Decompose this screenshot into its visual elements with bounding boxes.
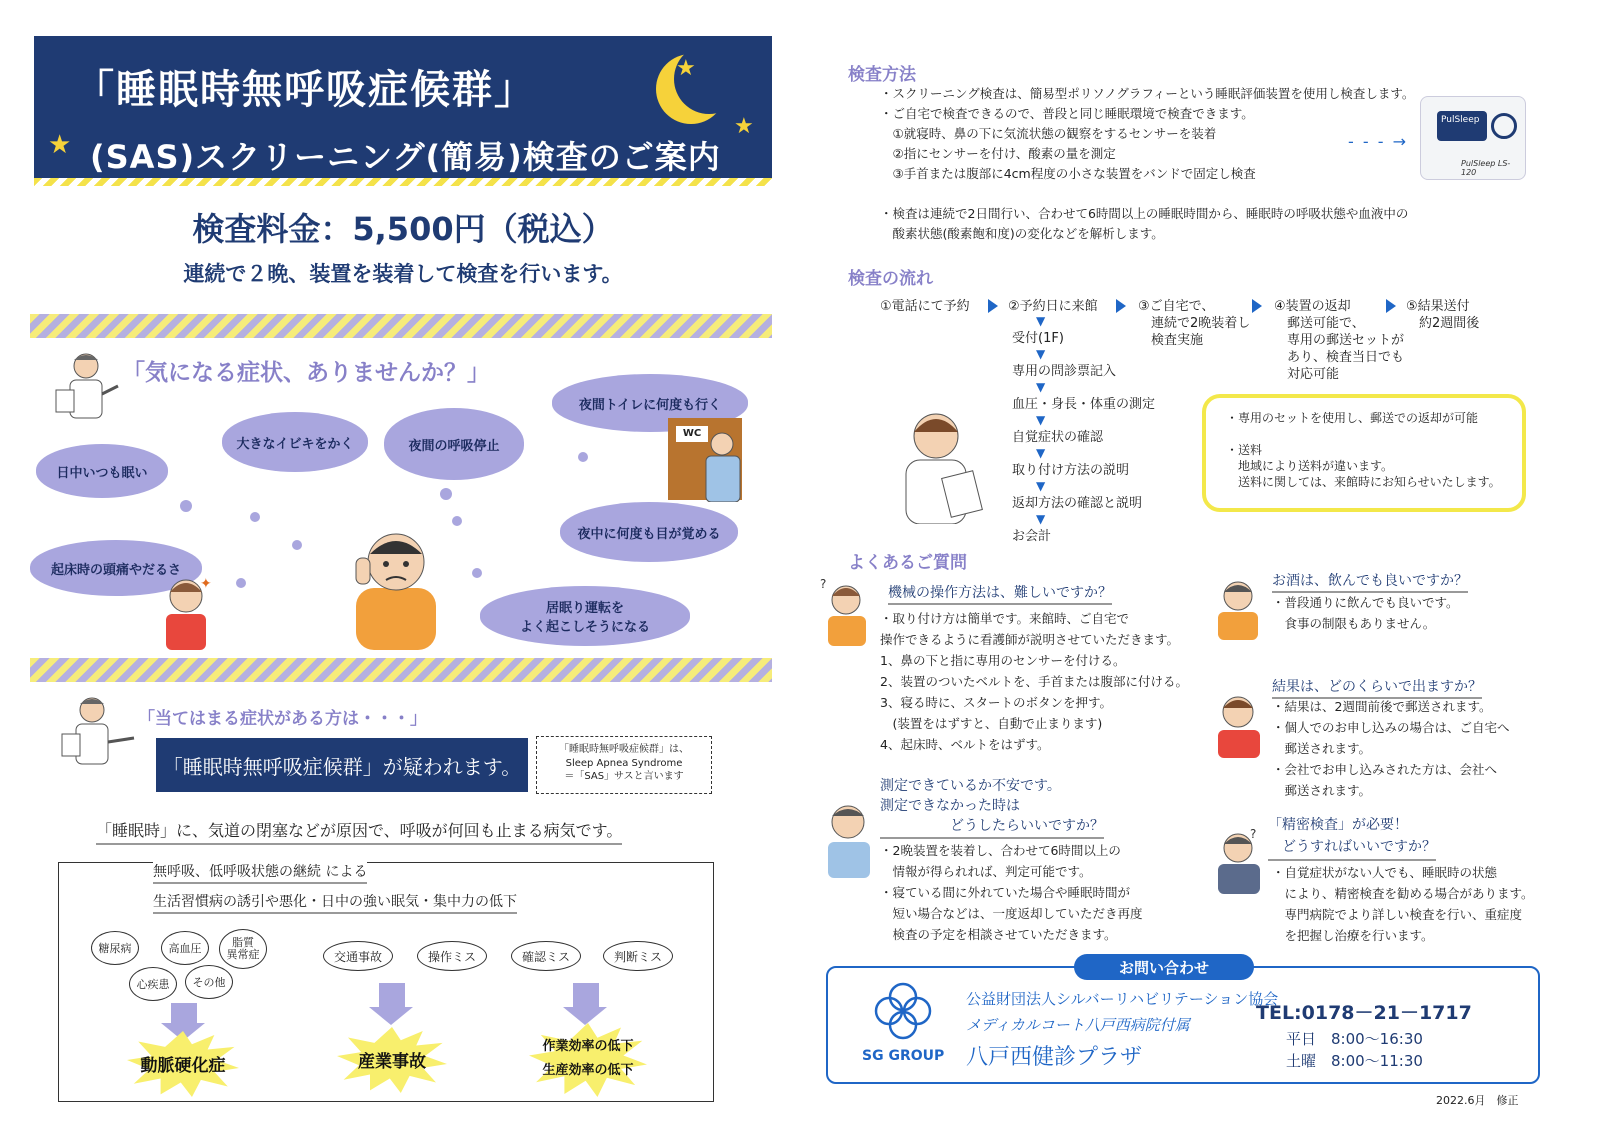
visit-step: 血圧・身長・体重の測定 xyxy=(1012,397,1156,412)
dashed-arrow-icon: - - - → xyxy=(1348,132,1408,151)
contact-box xyxy=(826,966,1540,1084)
price: 検査料金：5,500円（税込） xyxy=(192,210,614,248)
woman-icon xyxy=(1212,690,1266,758)
flow-step: ②予約日に来館 xyxy=(1008,299,1098,314)
faq-question: 結果は、どのくらいで出ますか？ xyxy=(1272,676,1482,699)
wc-sign: WC xyxy=(676,426,708,442)
org-name-3: 八戸西健診プラザ xyxy=(966,1045,1143,1070)
hours-saturday: 土曜 8:00～11:30 xyxy=(1286,1052,1423,1070)
thought-bubble xyxy=(180,500,192,512)
faq-answer: ・結果は、2週間前後で郵送されます。 ・個人でのお申し込みの場合は、ご自宅へ 郵送されます。 ・会社でお申し込みされた方は、会社へ 郵送されます。 xyxy=(1272,699,1510,798)
symptom-cloud: 夜間トイレに何度も行く xyxy=(552,374,748,432)
method-text: ・スクリーニング検査は、簡易型ポリソノグラフィーという睡眠評価装置を使用し検査します。 ・ご自宅で検査できるので、普段と同じ睡眠環境で検査できます。 ①就寝時、鼻の下に気流状態の観察をするセンサーを装着 ②指にセンサーを付け、酸素の量を測定 ③手首または腹部に4cm程度の小さな装置をバンドで固定し検査 xyxy=(880,86,1415,181)
symptom-cloud: 日中いつも眠い xyxy=(36,444,168,498)
shipping-note: ・専用のセットを使用し、郵送での返却が可能 ・送料 地域により送料が違います。 送料に関しては、来館時にお知らせいたします。 xyxy=(1226,411,1501,489)
effect-box xyxy=(58,862,714,1102)
mistake-oval: 判断ミス xyxy=(603,941,673,971)
banner-stripe xyxy=(34,178,772,186)
symptom-text: 居眠り運転を xyxy=(545,601,624,616)
shipping-note-box xyxy=(1202,394,1526,512)
visit-step: 自覚症状の確認 xyxy=(1012,430,1104,445)
down-arrow-icon xyxy=(379,983,405,1009)
right-arrow-icon xyxy=(1386,299,1396,313)
device-model: PulSleep LS-120 xyxy=(1461,159,1511,177)
right-arrow-icon xyxy=(988,299,998,313)
sas-note-line: Sleep Apnea Syndrome xyxy=(565,757,683,769)
contact-title: お問い合わせ xyxy=(1074,954,1254,980)
thought-bubble xyxy=(452,516,462,526)
visit-step: 受付(1F) xyxy=(1012,331,1064,346)
revision-note: 2022.6月 修正 xyxy=(1436,1094,1519,1107)
symptom-cloud: 夜間の呼吸停止 xyxy=(384,408,524,480)
down-arrow-icon xyxy=(369,1007,413,1025)
group-label: SG GROUP xyxy=(862,1048,945,1064)
svg-text:✦: ✦ xyxy=(200,576,212,592)
org-name-1: 公益財団法人シルバーリハビリテーション協会 xyxy=(966,990,1279,1008)
visit-step: 取り付け方法の説明 xyxy=(1012,463,1130,478)
method-text2: ・検査は連続で2日間行い、合わせて6時間以上の睡眠時間から、睡眠時の呼吸状態や血液中の 酸素状態(酸素飽和度)の変化などを解析します。 xyxy=(880,206,1409,241)
symptom-question: 「気になる症状、ありませんか？」 xyxy=(122,360,490,386)
mistake-oval: 操作ミス xyxy=(417,941,487,971)
man-question-icon xyxy=(1212,826,1268,894)
flow-step: ①電話にて予約 xyxy=(880,299,970,314)
sas-note-line: ＝「SAS」サスと言います xyxy=(564,771,684,782)
thought-bubble xyxy=(250,512,260,522)
sas-note-line: 「睡眠時無呼吸症候群」は、 xyxy=(559,744,689,755)
outcome-label: 生産効率の低下 xyxy=(542,1063,634,1078)
down-arrow-icon xyxy=(563,1007,607,1025)
visit-step: お会計 xyxy=(1012,529,1052,544)
sas-note xyxy=(536,736,712,794)
down-arrow-icon: ▼ xyxy=(1036,314,1046,328)
title-banner xyxy=(34,36,772,186)
thought-bubble xyxy=(472,568,482,578)
star-icon: ★ xyxy=(48,130,72,160)
thought-bubble xyxy=(578,452,588,462)
outcome-label: 作業効率の低下 xyxy=(542,1039,634,1054)
svg-text:?: ? xyxy=(1250,827,1257,841)
star-icon: ★ xyxy=(676,56,696,81)
star-icon: ★ xyxy=(734,114,754,139)
symptom-text: よく起こしそうになる xyxy=(519,620,650,635)
decorative-stripe xyxy=(30,658,772,682)
down-arrow-icon: ▼ xyxy=(1036,446,1046,460)
thought-bubble xyxy=(440,488,452,500)
symptom-cloud xyxy=(480,586,690,646)
title-line1: 「睡眠時無呼吸症候群」 xyxy=(74,67,536,113)
device-dial-icon xyxy=(1491,113,1517,139)
right-arrow-icon xyxy=(1116,299,1126,313)
device-image xyxy=(1420,96,1526,180)
phone-number: TEL:0178－21－1717 xyxy=(1256,1002,1472,1024)
headache-woman-icon xyxy=(160,574,214,650)
title-line2: (SAS)スクリーニング(簡易)検査のご案内 xyxy=(90,138,721,176)
applicable-title: 「当てはまる症状がある方は・・・」 xyxy=(138,709,427,729)
flow-title: 検査の流れ xyxy=(848,269,933,289)
symptom-cloud: 夜中に何度も目が覚める xyxy=(560,502,738,562)
man-thinking-icon xyxy=(1212,576,1264,640)
man-at-toilet-icon xyxy=(700,430,744,502)
down-arrow-icon: ▼ xyxy=(1036,380,1046,394)
down-arrow-icon: ▼ xyxy=(1036,413,1046,427)
symptom-cloud: 大きなイビキをかく xyxy=(222,412,368,472)
faq-answer: ・2晩装置を装着し、合わせて6時間以上の 情報が得られれば、判定可能です。 ・寝ている間に外れていた場合や睡眠時間が 短い場合などは、一度返却していただき再度 検査の予定を相談させていただきます。 xyxy=(880,843,1143,942)
faq-question: 「精密検査」が必要！ どうすればいいですか？ xyxy=(1268,814,1436,861)
faq-question: 機械の操作方法は、難しいですか？ xyxy=(888,582,1112,605)
down-arrow-icon xyxy=(171,1003,197,1025)
visit-steps xyxy=(1012,314,1156,544)
org-name-2: メディカルコート八戸西病院付属 xyxy=(966,1016,1190,1034)
woman-question-icon xyxy=(818,576,870,646)
flow-step: ④装置の返却 郵送可能で、 専用の郵送セットが あり、検査当日でも 対応可能 xyxy=(1274,299,1405,382)
mistake-oval: 確認ミス xyxy=(511,941,581,971)
device-screen: PulSleep xyxy=(1437,111,1487,141)
price-subtitle: 連続で２晩、装置を装着して検査を行います。 xyxy=(183,262,623,286)
outcome-label: 産業事故 xyxy=(358,1052,426,1072)
sleep-cause-text: 「睡眠時」に、気道の閉塞などが原因で、呼吸が何回も止まる病気です。 xyxy=(96,818,622,845)
disease-oval: 脂質 異常症 xyxy=(219,929,267,969)
faq-answer: ・自覚症状がない人でも、睡眠時の状態 により、精密検査を勧める場合があります。 専門病院でより詳しい検査を行い、重症度 を把握し治療を行います。 xyxy=(1272,865,1534,943)
symptom-cloud: 起床時の頭痛やだるさ xyxy=(30,540,202,596)
sg-group-logo-icon xyxy=(872,980,934,1042)
thought-bubble xyxy=(236,578,246,588)
down-arrow-icon: ▼ xyxy=(1036,347,1046,361)
flow-step: ⑤結果送付 約2週間後 xyxy=(1406,299,1480,331)
faq-question: お酒は、飲んでも良いですか？ xyxy=(1272,570,1468,593)
faq-answer: ・普段通りに飲んでも良いです。 食事の制限もありません。 xyxy=(1272,595,1459,631)
decorative-stripe xyxy=(30,314,772,338)
mistake-oval: 交通事故 xyxy=(323,941,393,971)
method-title: 検査方法 xyxy=(848,65,916,85)
outcome-label: 動脈硬化症 xyxy=(140,1056,226,1076)
effect-line1: 無呼吸、低呼吸状態の継続 による xyxy=(153,861,367,884)
effect-line2: 生活習慣病の誘引や悪化・日中の強い眠気・集中力の低下 xyxy=(153,891,517,914)
disease-oval: 高血圧 xyxy=(161,931,209,965)
down-arrow-icon: ▼ xyxy=(1036,479,1046,493)
doctor-icon xyxy=(56,694,138,766)
worried-man-icon xyxy=(340,518,450,650)
faq-question: 測定できているか不安です。 測定できなかった時は どうしたらいいですか？ xyxy=(880,776,1104,839)
nurse-icon xyxy=(896,404,986,524)
worried-man-icon xyxy=(818,798,874,878)
disease-oval: 心疾患 xyxy=(129,967,177,1001)
doctor-icon xyxy=(50,350,122,420)
faq-answer: ・取り付け方は簡単です。来館時、ご自宅で 操作できるように看護師が説明させていただきます。 1、鼻の下と指に専用のセンサーを付ける。 2、装置のついたベルトを、手首または腹部に付ける。 3、寝る時に、スタートのボタンを押す。 (装置をはずすと、自動で止まります) 4、起床時、ベルトをはずす。 xyxy=(880,611,1188,752)
svg-text:?: ? xyxy=(820,577,827,591)
down-arrow-icon xyxy=(573,983,599,1009)
hours-weekday: 平日 8:00～16:30 xyxy=(1286,1030,1423,1048)
sas-suspected-box: 「睡眠時無呼吸症候群」が疑われます。 xyxy=(156,738,528,792)
disease-oval: 糖尿病 xyxy=(91,931,139,965)
down-arrow-icon: ▼ xyxy=(1036,512,1046,526)
disease-oval: その他 xyxy=(185,965,233,999)
visit-step: 専用の問診票記入 xyxy=(1012,364,1117,379)
flow-step: ③ご自宅で、 連続で2晩装着し 検査実施 xyxy=(1138,299,1251,348)
thought-bubble xyxy=(292,540,302,550)
faq-title: よくあるご質問 xyxy=(848,553,967,573)
visit-step: 返却方法の確認と説明 xyxy=(1012,496,1143,511)
right-arrow-icon xyxy=(1252,299,1262,313)
